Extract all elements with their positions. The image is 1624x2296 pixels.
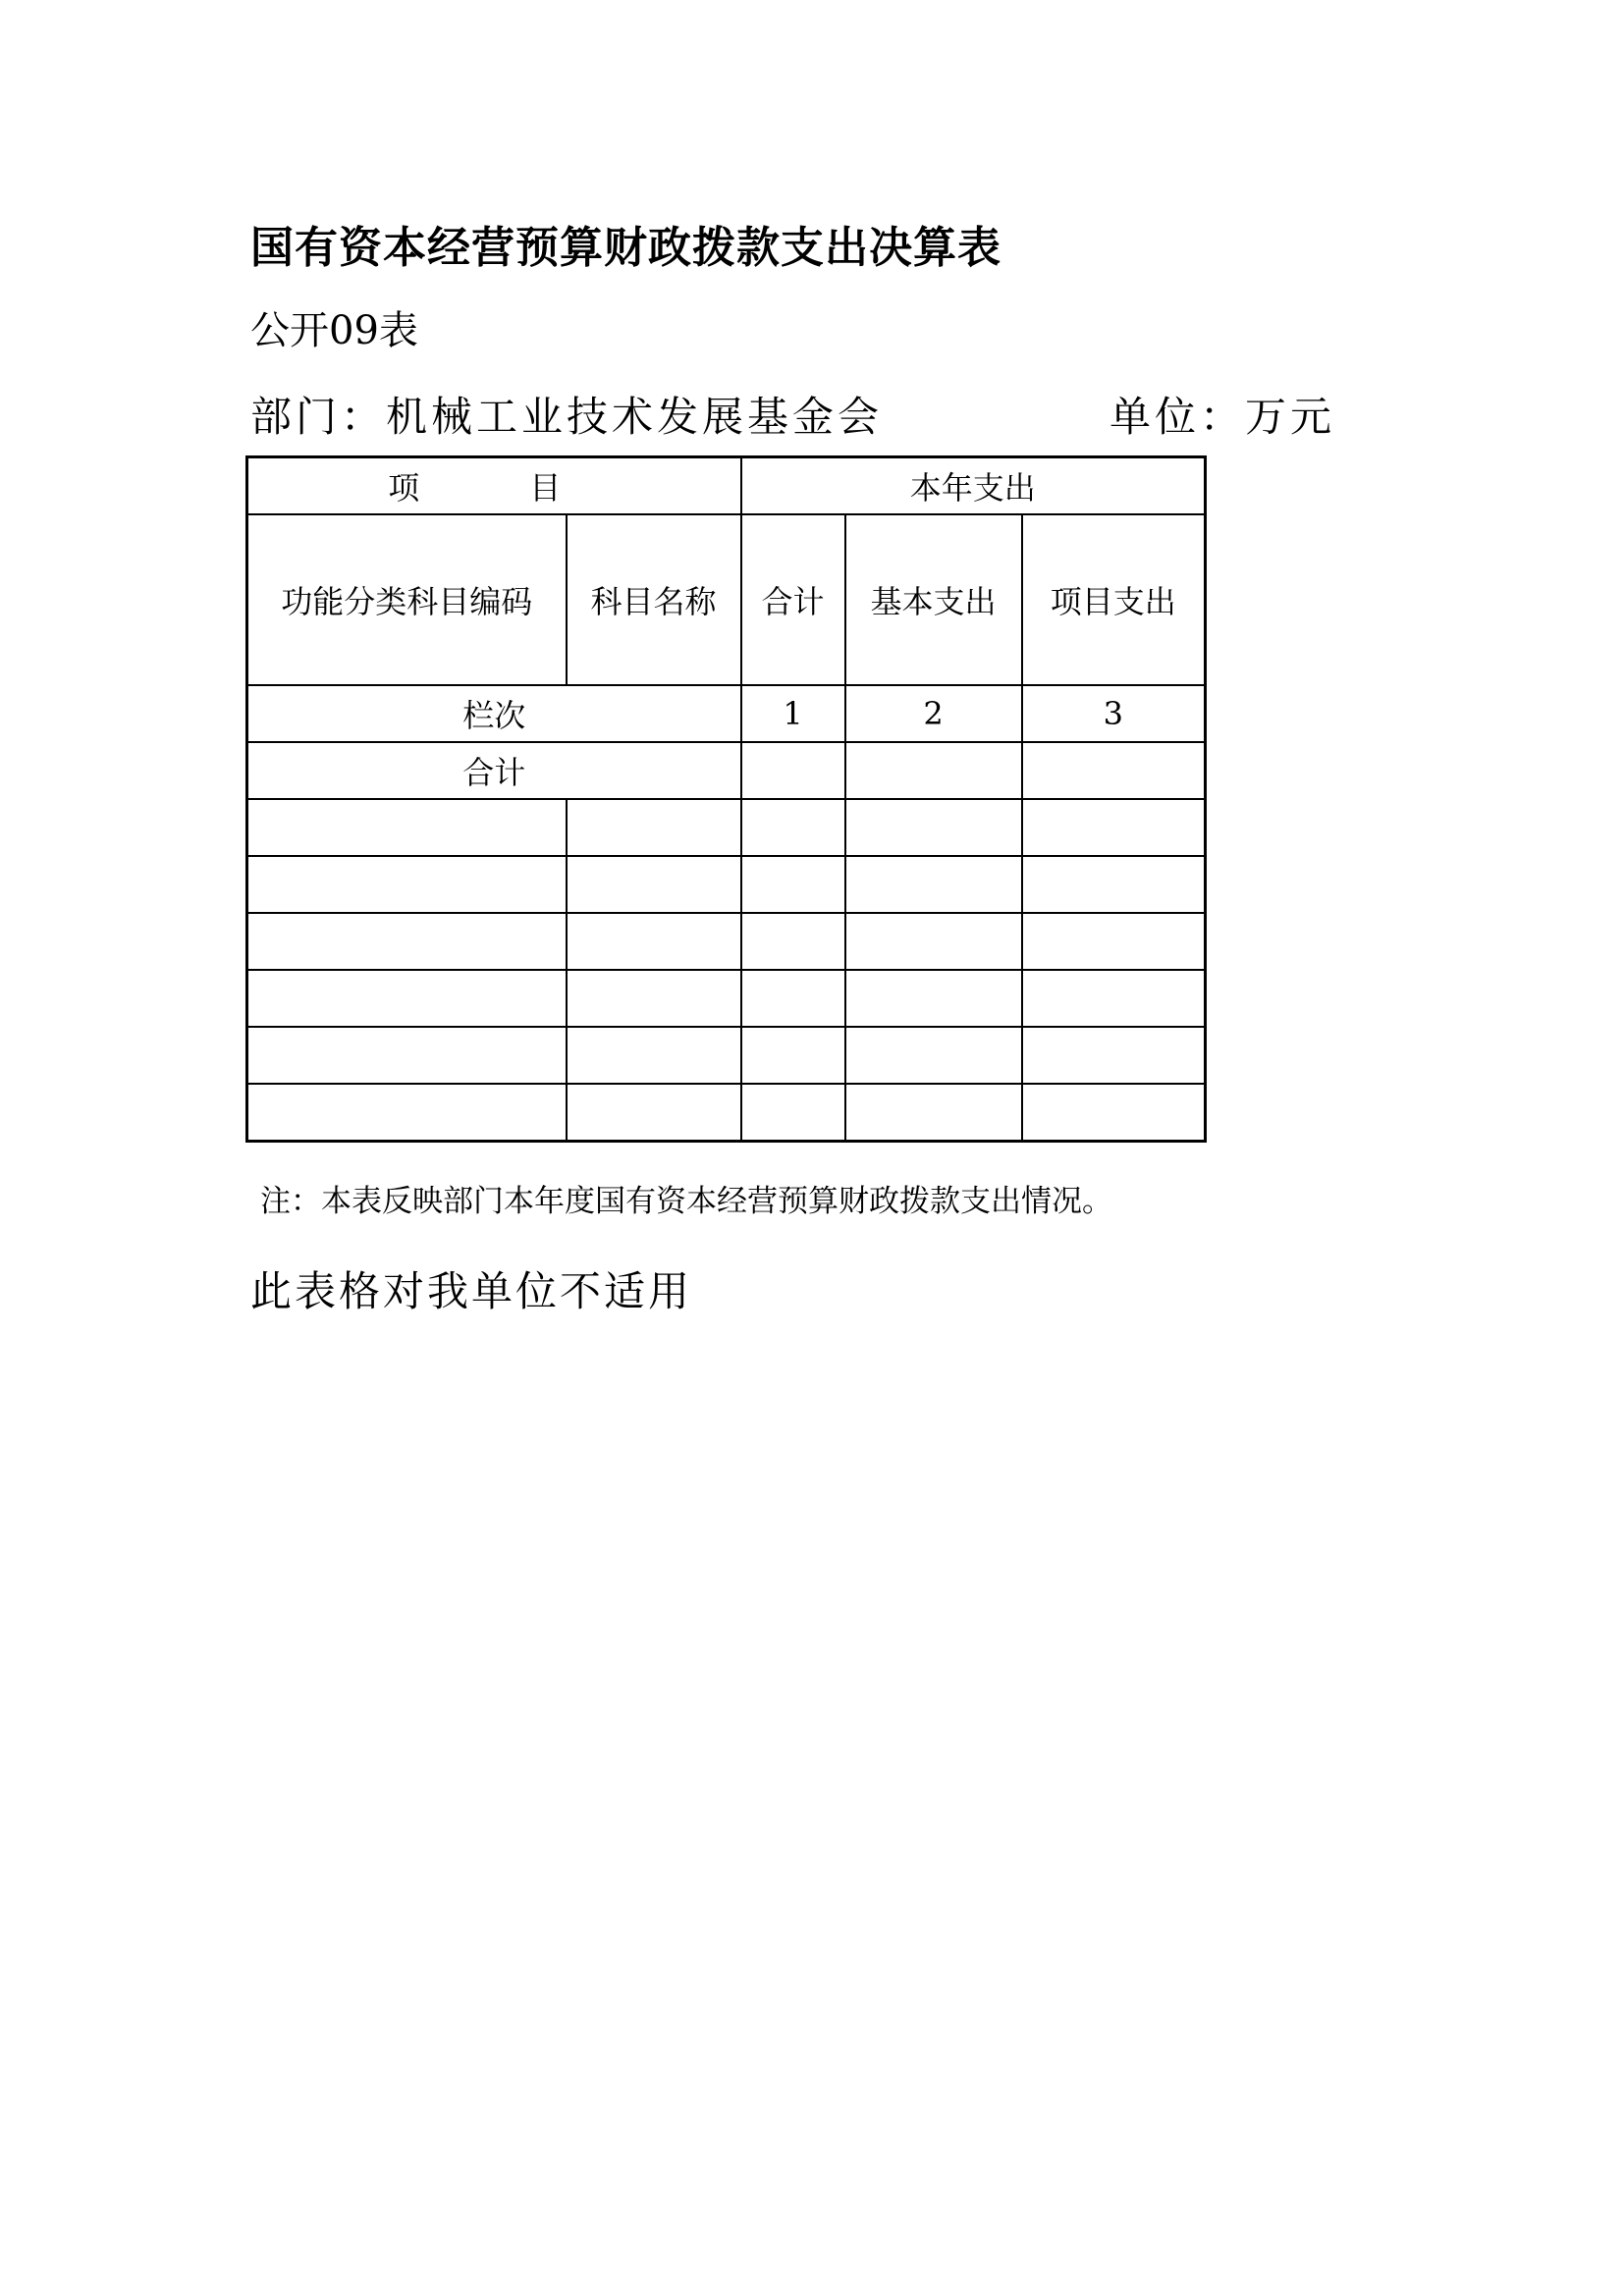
table-cell <box>845 970 1022 1027</box>
department-label: 部门：机械工业技术发展基金会 <box>250 393 884 441</box>
table-row <box>247 856 1206 913</box>
header-project: 项目支出 <box>1022 514 1206 685</box>
table-cell <box>845 799 1022 856</box>
table-cell <box>845 913 1022 970</box>
table-cell <box>845 856 1022 913</box>
table-row <box>247 1084 1206 1142</box>
table-cell <box>1022 856 1206 913</box>
total-cell <box>845 742 1022 799</box>
table-cell <box>741 970 845 1027</box>
table-cell <box>567 913 741 970</box>
table-cell <box>247 856 567 913</box>
table-cell <box>845 1027 1022 1084</box>
table-cell <box>567 1027 741 1084</box>
total-cell <box>1022 742 1206 799</box>
header-current-year: 本年支出 <box>741 457 1206 515</box>
table-note: 注：本表反映部门本年度国有资本经营预算财政拨款支出情况。 <box>260 1184 1112 1219</box>
table-cell <box>1022 1084 1206 1142</box>
table-cell <box>247 1084 567 1142</box>
table-cell <box>1022 913 1206 970</box>
table-row <box>247 970 1206 1027</box>
table-cell <box>567 856 741 913</box>
table-cell <box>1022 1027 1206 1084</box>
table-header-row-1 <box>247 457 1206 515</box>
column-index-row <box>247 685 1206 742</box>
table-cell <box>247 913 567 970</box>
table-row <box>247 1027 1206 1084</box>
total-row <box>247 742 1206 799</box>
column-index-2: 2 <box>845 685 1022 742</box>
header-name: 科目名称 <box>567 514 741 685</box>
total-row-label: 合计 <box>247 742 741 799</box>
not-applicable-statement: 此表格对我单位不适用 <box>250 1267 693 1315</box>
table-cell <box>247 799 567 856</box>
unit-label: 单位：万元 <box>1110 393 1336 441</box>
column-index-label: 栏次 <box>247 685 741 742</box>
table-cell <box>741 913 845 970</box>
table-cell <box>567 1084 741 1142</box>
header-code: 功能分类科目编码 <box>247 514 567 685</box>
table-cell <box>741 799 845 856</box>
document-title: 国有资本经营预算财政拨款支出决算表 <box>250 223 1001 273</box>
table-cell <box>1022 799 1206 856</box>
form-number: 公开09表 <box>250 308 418 353</box>
header-item: 项 目 <box>247 457 741 515</box>
table-cell <box>741 856 845 913</box>
table-cell <box>247 970 567 1027</box>
table-cell <box>1022 970 1206 1027</box>
header-total: 合计 <box>741 514 845 685</box>
table-cell <box>247 1027 567 1084</box>
table-row <box>247 799 1206 856</box>
table-header-row-2 <box>247 514 1206 685</box>
header-basic: 基本支出 <box>845 514 1022 685</box>
total-cell <box>741 742 845 799</box>
table-cell <box>741 1027 845 1084</box>
table-cell <box>845 1084 1022 1142</box>
table-cell <box>567 799 741 856</box>
column-index-1: 1 <box>741 685 845 742</box>
expenditure-table <box>245 455 1207 1143</box>
table-row <box>247 913 1206 970</box>
column-index-3: 3 <box>1022 685 1206 742</box>
table-cell <box>741 1084 845 1142</box>
table-cell <box>567 970 741 1027</box>
